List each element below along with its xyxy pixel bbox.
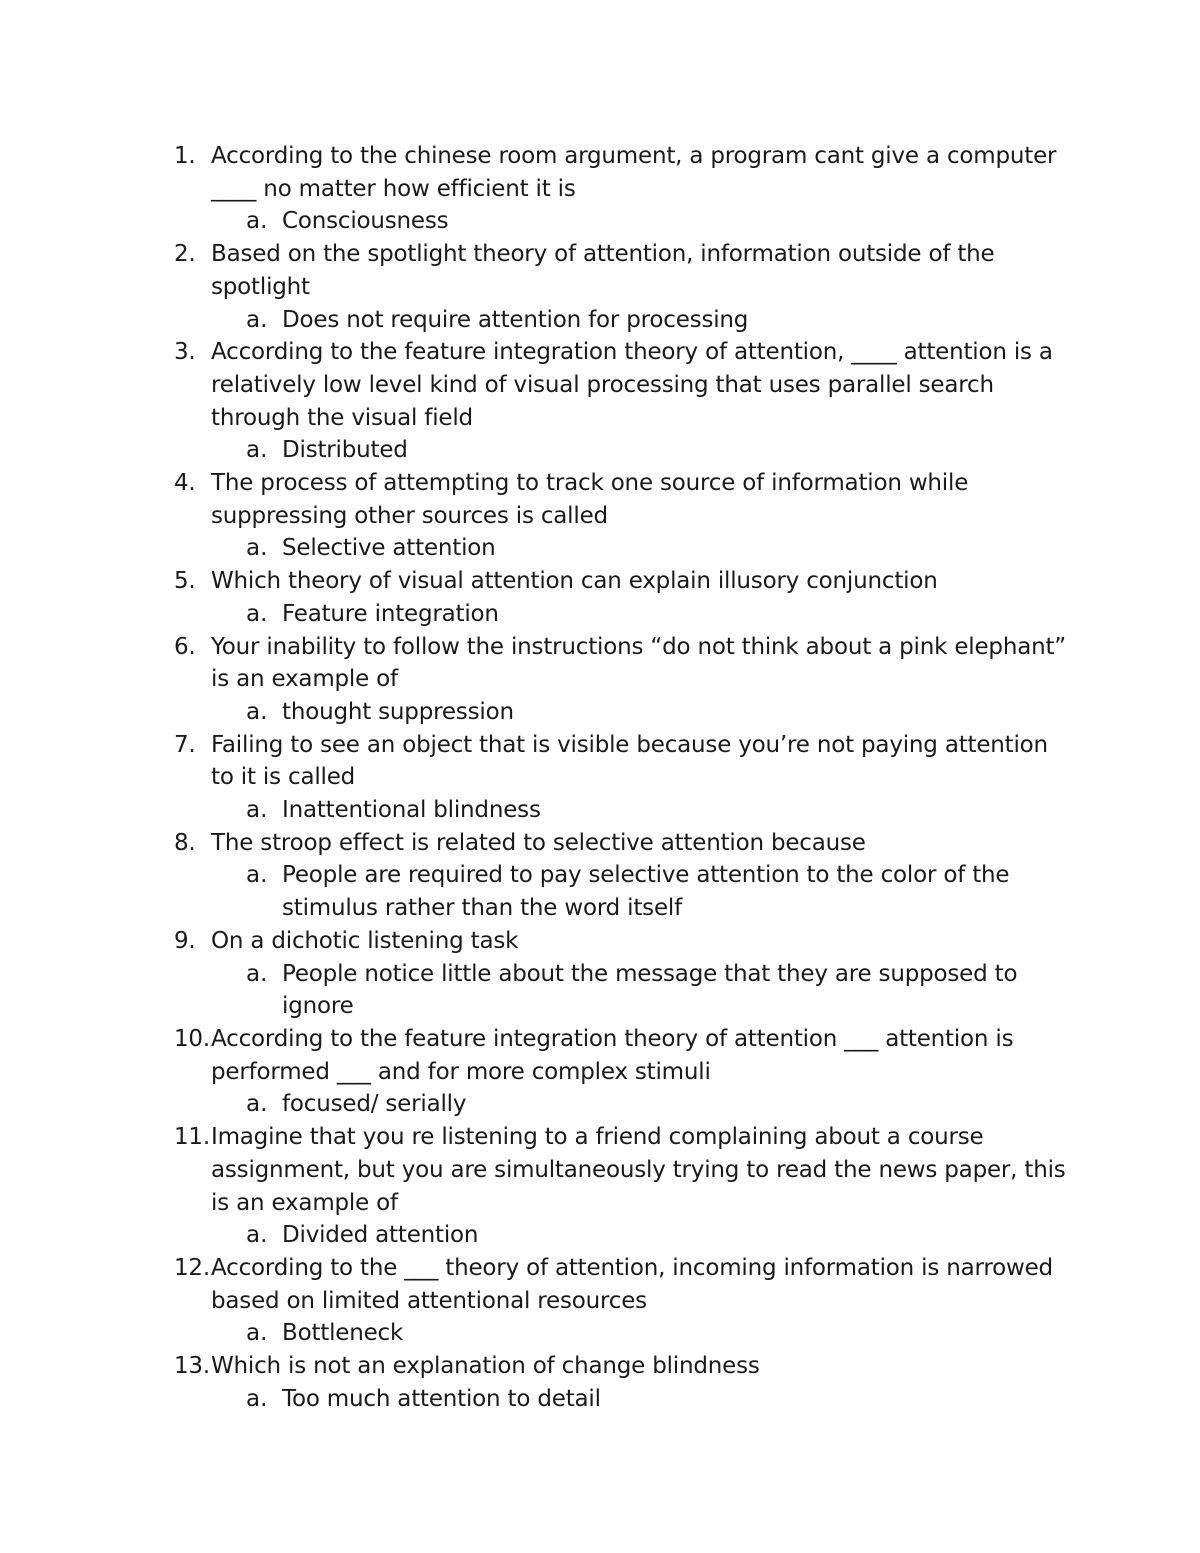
question [0,565,1200,598]
question-text: According to the feature integration theory of attention ___ attention is performed ___ and for more complex stimuli [211,1025,1014,1085]
question-item [0,140,1200,238]
question [0,238,1200,303]
question-number: 11. [174,1124,210,1151]
question-item [0,1023,1200,1121]
answer [0,958,1200,1023]
question [0,1252,1200,1317]
question-text: Imagine that you re listening to a friend complaining about a course assignment, but you are simultaneously trying to read the news paper, this is an example of [211,1124,1066,1216]
answer-marker: a. [246,1385,268,1412]
answer-text: Divided attention [282,1222,479,1249]
question-number: 9. [174,927,196,954]
answer [0,1317,1200,1350]
answer-marker: a. [246,306,268,333]
answer [0,859,1200,924]
question [0,729,1200,794]
answer-text: Bottleneck [282,1320,404,1347]
question-item [0,631,1200,729]
question-text: Failing to see an object that is visible because you’re not paying attention to it is called [211,731,1048,791]
answer-text: Consciousness [282,208,449,235]
question-list [0,140,1200,1415]
question-number: 4. [174,470,196,497]
question-number: 13. [174,1353,210,1380]
question-item [0,238,1200,336]
question [0,1350,1200,1383]
answer-text: focused/ serially [282,1091,467,1118]
question-item [0,1350,1200,1415]
answer-text: Inattentional blindness [282,797,541,824]
answer [0,304,1200,337]
question-text: Your inability to follow the instructions “do not think about a pink elephant” is an example of [211,633,1066,693]
answer [0,1088,1200,1121]
answer [0,1219,1200,1252]
question [0,140,1200,205]
answer-marker: a. [246,437,268,464]
answer-marker: a. [246,698,268,725]
question-item [0,336,1200,467]
answer-text: Distributed [282,437,408,464]
question-item [0,925,1200,1023]
question-number: 3. [174,339,196,366]
question-item [0,729,1200,827]
answer-marker: a. [246,960,268,987]
question-item [0,1252,1200,1350]
question-text: According to the ___ theory of attention, incoming information is narrowed based on limited attentional resources [211,1254,1053,1314]
answer-marker: a. [246,1091,268,1118]
question-number: 10. [174,1025,210,1052]
answer-marker: a. [246,797,268,824]
answer-marker: a. [246,208,268,235]
answer-marker: a. [246,1320,268,1347]
question [0,925,1200,958]
answer-text: People notice little about the message that they are supposed to ignore [282,960,1018,1020]
question-item [0,467,1200,565]
answer [0,598,1200,631]
question-text: Which is not an explanation of change blindness [211,1353,760,1380]
answer-text: Does not require attention for processing [282,306,749,333]
question-text: According to the chinese room argument, a program cant give a computer ____ no matter how efficient it is [211,143,1057,202]
answer [0,532,1200,565]
question-number: 8. [174,829,196,856]
question-number: 7. [174,731,196,758]
question-text: Based on the spotlight theory of attention, information outside of the spotlight [211,241,995,300]
question [0,336,1200,434]
answer [0,696,1200,729]
question-number: 1. [174,143,196,169]
answer-marker: a. [246,862,268,889]
question [0,467,1200,532]
answer [0,205,1200,238]
answer-text: Feature integration [282,600,499,627]
answer-text: Too much attention to detail [282,1385,601,1412]
question-text: According to the feature integration theory of attention, ____ attention is a relatively low level kind of visual processing that uses parallel search through the visual field [211,339,1053,431]
question [0,827,1200,860]
question-text: The stroop effect is related to selective attention because [211,829,866,856]
question [0,1121,1200,1219]
question-text: On a dichotic listening task [211,927,519,954]
answer-text: People are required to pay selective attention to the color of the stimulus rather than the word itself [282,862,1010,922]
question-item [0,565,1200,630]
question-number: 12. [174,1254,210,1281]
answer [0,794,1200,827]
answer-text: Selective attention [282,535,496,562]
answer [0,1383,1200,1416]
question-item [0,827,1200,925]
question-number: 6. [174,633,196,660]
question [0,1023,1200,1088]
answer-text: thought suppression [282,698,514,725]
question-number: 5. [174,568,196,595]
question-text: Which theory of visual attention can explain illusory conjunction [211,568,938,595]
answer-marker: a. [246,535,268,562]
question-text: The process of attempting to track one source of information while suppressing other sources is called [211,470,969,529]
answer [0,434,1200,467]
answer-marker: a. [246,1222,268,1249]
answer-marker: a. [246,600,268,627]
question [0,631,1200,696]
question-number: 2. [174,241,196,268]
question-item [0,1121,1200,1252]
